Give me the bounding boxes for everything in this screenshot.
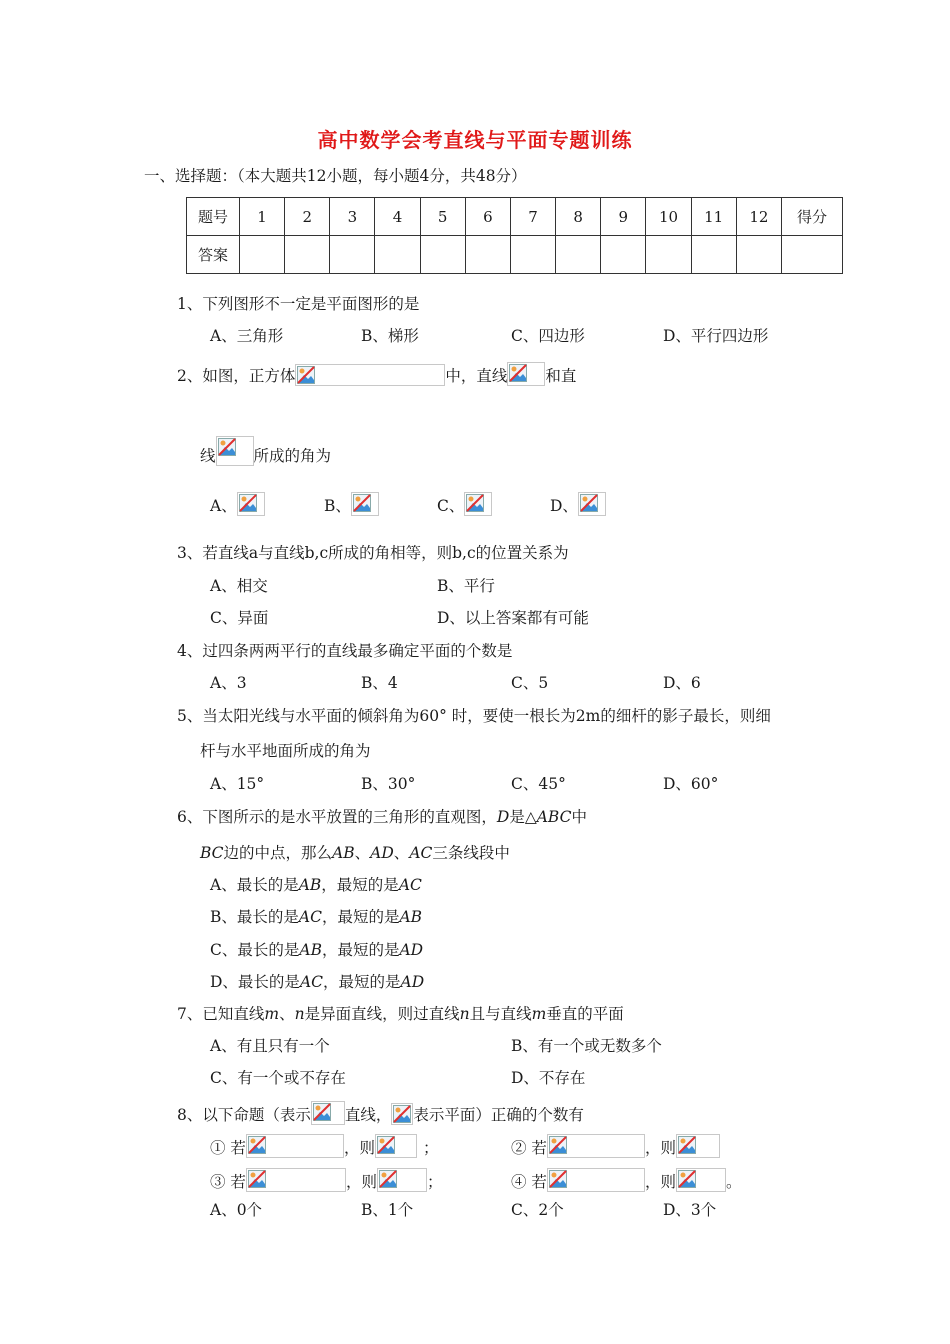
q6-text: 是△ [509, 808, 537, 826]
q8-text: ，则 [343, 1139, 375, 1157]
q6-var: AB [299, 941, 322, 959]
broken-image-icon [237, 492, 265, 516]
q8-option-a: A、0个 [210, 1201, 263, 1219]
q6-var: AC [398, 876, 422, 894]
q8-text: 表示平面）正确的个数有 [413, 1106, 584, 1124]
q7-text: 、 [279, 1005, 295, 1023]
table-row [187, 198, 843, 236]
answer-cell[interactable] [240, 236, 285, 274]
question-8-stem [177, 1101, 584, 1125]
q2-stem-text: 线 [200, 447, 216, 465]
q7-text: 且与直线 [469, 1005, 532, 1023]
q8-text: 8、以下命题（表示 [177, 1106, 311, 1124]
q6-var: AB [332, 844, 355, 862]
question-5-stem-line2: 杆与水平地面所成的角为 [200, 742, 371, 760]
table-cell: 9 [601, 198, 646, 236]
answer-table [186, 197, 843, 274]
q1-option-c: C、四边形 [511, 327, 585, 345]
broken-image-icon [578, 492, 606, 516]
broken-image-icon [246, 1168, 346, 1192]
table-cell: 4 [375, 198, 420, 236]
q7-option-a: A、有且只有一个 [210, 1037, 330, 1055]
q7-var: n [459, 1005, 470, 1023]
table-cell: 题号 [187, 198, 240, 236]
q8-item-2 [511, 1134, 720, 1158]
answer-cell[interactable] [465, 236, 510, 274]
option-text: ，最短的是 [323, 973, 401, 991]
option-label: C、 [437, 497, 465, 515]
option-label: A、 [210, 497, 237, 515]
q4-option-a: A、3 [210, 674, 247, 692]
option-label: D、 [550, 497, 578, 515]
broken-image-icon [311, 1101, 345, 1125]
q6-var: AD [400, 973, 425, 991]
table-cell: 10 [646, 198, 691, 236]
q8-text: ③ 若 [210, 1173, 246, 1191]
q7-text: 垂直的平面 [546, 1005, 624, 1023]
q1-option-b: B、梯形 [361, 327, 419, 345]
q1-option-a: A、三角形 [210, 327, 284, 345]
table-cell: 12 [736, 198, 781, 236]
q4-option-b: B、4 [361, 674, 398, 692]
broken-image-icon [464, 492, 492, 516]
q6-text: 、 [354, 844, 371, 862]
question-4-stem: 4、过四条两两平行的直线最多确定平面的个数是 [177, 642, 513, 660]
q7-var: n [294, 1005, 305, 1023]
broken-image-icon [391, 1103, 413, 1125]
q3-option-c: C、异面 [210, 609, 269, 627]
q6-var: AD [370, 844, 394, 862]
option-text: ，最短的是 [321, 941, 400, 959]
broken-image-icon [676, 1168, 726, 1192]
q6-var: AB [399, 908, 423, 926]
q6-var: AB [298, 876, 322, 894]
q6-var: ABC [536, 808, 572, 826]
option-text: A、最长的是 [210, 876, 299, 894]
q8-text: ，则 [644, 1173, 676, 1191]
table-row [187, 236, 843, 274]
option-text: C、最长的是 [210, 941, 300, 959]
q4-option-d: D、6 [663, 674, 701, 692]
question-3-stem: 3、若直线a与直线b,c所成的角相等，则b,c的位置关系为 [177, 544, 569, 562]
q6-text: 、 [393, 844, 410, 862]
broken-image-icon [216, 436, 254, 466]
q8-option-c: C、2个 [511, 1201, 564, 1219]
answer-cell[interactable] [510, 236, 555, 274]
table-cell: 答案 [187, 236, 240, 274]
q6-option-b [210, 907, 422, 927]
q2-stem-text: 和直 [545, 367, 577, 385]
q4-option-c: C、5 [511, 674, 549, 692]
q2-stem-text: 中，直线 [445, 367, 508, 385]
q2-option-a [210, 492, 265, 516]
q8-option-d: D、3个 [663, 1201, 717, 1219]
q1-option-d: D、平行四边形 [663, 327, 769, 345]
q6-option-c [210, 940, 423, 960]
q5-option-a: A、15° [210, 775, 265, 793]
q7-option-c: C、有一个或不存在 [210, 1069, 346, 1087]
q6-text: 三条线段中 [432, 844, 510, 862]
q5-option-c: C、45° [511, 775, 566, 793]
answer-cell[interactable] [556, 236, 601, 274]
q7-text: 是异面直线，则过直线 [304, 1005, 460, 1023]
q8-text: ④ 若 [511, 1173, 547, 1191]
table-cell: 6 [465, 198, 510, 236]
q6-option-d [210, 972, 424, 992]
q8-text: ，则 [345, 1173, 377, 1191]
q8-item-1 [210, 1134, 438, 1158]
q8-option-b: B、1个 [361, 1201, 414, 1219]
q8-item-3 [210, 1168, 442, 1192]
q2-option-d [550, 492, 606, 516]
answer-cell[interactable] [285, 236, 330, 274]
section-header: 一、选择题：（本大题共12小题，每小题4分，共48分） [144, 167, 527, 185]
answer-cell[interactable] [736, 236, 781, 274]
q3-option-d: D、以上答案都有可能 [437, 609, 589, 627]
answer-cell[interactable] [420, 236, 465, 274]
q7-var: m [264, 1005, 280, 1023]
q8-text: 直线， [344, 1106, 392, 1124]
q6-var: D [496, 808, 510, 826]
table-cell: 2 [285, 198, 330, 236]
document-title: 高中数学会考直线与平面专题训练 [317, 128, 633, 152]
table-cell: 11 [691, 198, 736, 236]
score-cell[interactable] [782, 236, 843, 274]
q6-var: AC [409, 844, 433, 862]
broken-image-icon [377, 1168, 427, 1192]
q2-stem-text: 2、如图，正方体 [177, 367, 296, 385]
option-text: B、最长的是 [210, 908, 299, 926]
q2-option-b [324, 492, 379, 516]
question-2-stem [177, 362, 576, 386]
q6-text: 中 [571, 808, 587, 826]
broken-image-icon [246, 1134, 344, 1158]
broken-image-icon [295, 364, 445, 386]
q7-option-d: D、不存在 [511, 1069, 586, 1087]
answer-cell[interactable] [375, 236, 420, 274]
question-7-stem [177, 1004, 624, 1024]
answer-cell[interactable] [691, 236, 736, 274]
q8-text: 。 [725, 1173, 742, 1191]
q7-option-b: B、有一个或无数多个 [511, 1037, 662, 1055]
question-6-stem-line2 [200, 843, 510, 863]
broken-image-icon [547, 1168, 645, 1192]
q8-text: ① 若 [210, 1139, 246, 1157]
q3-option-a: A、相交 [210, 577, 268, 595]
question-5-stem: 5、当太阳光线与水平面的倾斜角为60° 时，要使一根长为2m的细杆的影子最长，则细 [177, 707, 771, 725]
q8-text: ； [426, 1173, 443, 1191]
q6-var: BC [200, 844, 224, 862]
q7-text: 7、已知直线 [177, 1005, 265, 1023]
broken-image-icon [375, 1134, 417, 1158]
q8-text: ； [422, 1139, 439, 1157]
answer-cell[interactable] [646, 236, 691, 274]
q7-var: m [531, 1005, 547, 1023]
table-cell: 3 [330, 198, 375, 236]
q2-option-c [437, 492, 492, 516]
table-cell: 1 [240, 198, 285, 236]
table-cell: 得分 [782, 198, 843, 236]
table-cell: 7 [510, 198, 555, 236]
option-text: ，最短的是 [321, 908, 400, 926]
broken-image-icon [547, 1134, 645, 1158]
q3-option-b: B、平行 [437, 577, 495, 595]
q6-text: 边的中点，那么 [223, 844, 333, 862]
question-6-stem [177, 807, 587, 827]
q6-var: AC [298, 908, 322, 926]
q8-text: ② 若 [511, 1139, 547, 1157]
q8-text: ，则 [644, 1139, 676, 1157]
q6-var: AC [299, 973, 323, 991]
table-cell: 8 [556, 198, 601, 236]
option-text: ，最短的是 [321, 876, 399, 894]
answer-cell[interactable] [330, 236, 375, 274]
table-cell: 5 [420, 198, 465, 236]
question-2-stem-line2 [200, 436, 331, 466]
q5-option-d: D、60° [663, 775, 719, 793]
q2-stem-text: 所成的角为 [253, 447, 332, 465]
q6-option-a [210, 875, 422, 895]
broken-image-icon [507, 362, 545, 386]
q6-text: 6、下图所示的是水平放置的三角形的直观图， [177, 808, 497, 826]
q5-option-b: B、30° [361, 775, 416, 793]
q6-var: AD [399, 941, 424, 959]
broken-image-icon [351, 492, 379, 516]
question-1-stem: 1、下列图形不一定是平面图形的是 [177, 295, 420, 313]
option-text: D、最长的是 [210, 973, 300, 991]
option-label: B、 [324, 497, 351, 515]
q8-item-4 [511, 1168, 741, 1192]
answer-cell[interactable] [601, 236, 646, 274]
broken-image-icon [676, 1134, 720, 1158]
